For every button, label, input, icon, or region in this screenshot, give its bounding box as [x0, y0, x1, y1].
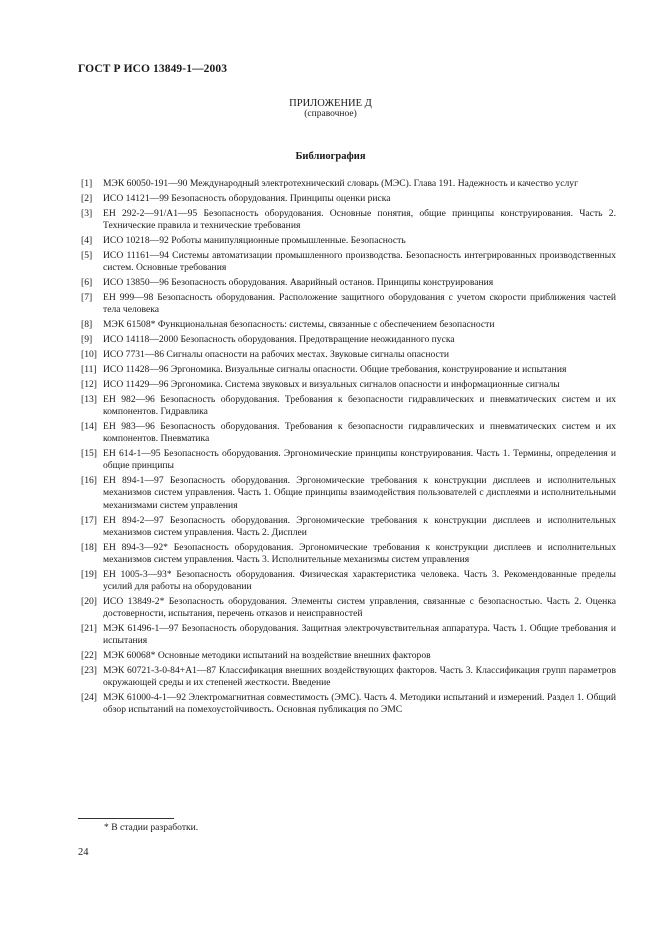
entry-text: ИСО 11161—94 Системы автоматизации промышленного производства. Безопасность интегрированных производственных систем. Основные требования [103, 250, 616, 274]
entry-text: МЭК 61496-1—97 Безопасность оборудования. Защитная электрочувствительная аппаратура. Часть 1. Общие требования и испытания [103, 622, 616, 646]
entry-text: ЕН 1005-3—93* Безопасность оборудования. Физическая характеристика человека. Часть 3. Рекомендованные пределы усилий для работы на оборудовании [103, 568, 616, 592]
bibliography-entry [81, 542, 616, 566]
entry-text: ЕН 292-2—91/А1—95 Безопасность оборудования. Основные понятия, общие принципы конструирования. Часть 2. Технические правила и технические требования [103, 207, 616, 232]
entry-number: [23] [81, 664, 97, 676]
bibliography-entry [81, 208, 616, 232]
entry-number: [24] [81, 691, 97, 703]
entry-number: [1] [81, 178, 93, 189]
entry-text: ИСО 7731—86 Сигналы опасности на рабочих местах. Звуковые сигналы опасности [103, 349, 450, 361]
entry-text: МЭК 60050-191—90 Международный электротехнический словарь (МЭС). Глава 191. Надежность и качество услуг [103, 178, 579, 189]
entry-text: ЕН 999—98 Безопасность оборудования. Расположение защитного оборудования с учетом скорости приближения частей тела человека [103, 292, 616, 316]
entry-number: [3] [81, 207, 93, 219]
bibliography-entry [81, 379, 616, 391]
entry-number: [15] [81, 448, 97, 460]
entry-number: [16] [81, 475, 97, 487]
bibliography-entry [81, 364, 616, 376]
document-code-header: ГОСТ Р ИСО 13849-1—2003 [78, 63, 228, 75]
bibliography-entry [81, 250, 616, 274]
footnote: * В стадии разработки. [104, 822, 199, 833]
entry-text: ИСО 10218—92 Роботы манипуляционные промышленные. Безопасность [103, 235, 406, 247]
entry-number: [17] [81, 514, 97, 526]
entry-text: ЕН 894-2—97 Безопасность оборудования. Эргономические требования к конструкции дисплеев и исполнительных механизмов систем управления. Часть 2. Дисплеи [103, 514, 616, 538]
bibliography-entry [81, 596, 616, 620]
bibliography-entry [81, 349, 616, 361]
bibliography-entry [81, 319, 616, 331]
entry-number: [4] [81, 235, 93, 247]
entry-number: [5] [81, 250, 93, 262]
bibliography-entry [81, 334, 616, 346]
entry-text: МЭК 61508* Функциональная безопасность: системы, связанные с обеспечением безопасности [103, 319, 495, 331]
entry-number: [14] [81, 421, 97, 433]
entry-text: ИСО 13849-2* Безопасность оборудования. Элементы систем управления, связанные с безопасностью. Часть 2. Оценка достоверности, испытания, перечень отказов и неисправностей [103, 595, 616, 619]
bibliography-entry [81, 475, 616, 511]
bibliography-entry [81, 623, 616, 647]
entry-number: [8] [81, 319, 93, 331]
entry-text: ЕН 983—96 Безопасность оборудования. Требования к безопасности гидравлических и пневматических систем и их компонентов. Пневматика [103, 421, 616, 445]
entry-number: [11] [81, 364, 97, 376]
entry-text: МЭК 60721-3-0-84+А1—87 Классификация внешних воздействующих факторов. Часть 3. Классификация групп параметров окружающей среды и их степеней жесткости. Введение [103, 664, 616, 688]
entry-text: ЕН 982—96 Безопасность оборудования. Требования к безопасности гидравлических и пневматических систем и их компонентов. Гидравлика [103, 394, 616, 418]
entry-number: [12] [81, 379, 97, 391]
entry-number: [13] [81, 394, 97, 406]
appendix-title: ПРИЛОЖЕНИЕ Д [289, 98, 372, 109]
entry-number: [2] [81, 192, 93, 204]
footnote-divider [78, 818, 174, 819]
entry-number: [19] [81, 568, 97, 580]
bibliography-entry [81, 193, 616, 205]
entry-number: [22] [81, 649, 97, 661]
entry-text: ИСО 13850—96 Безопасность оборудования. Аварийный останов. Принципы конструирования [103, 277, 494, 289]
bibliography-entry [81, 421, 616, 445]
entry-number: [20] [81, 595, 97, 607]
entry-text: ЕН 614-1—95 Безопасность оборудования. Эргономические принципы конструирования. Часть 1. Термины, определения и общие принципы [103, 448, 616, 472]
bibliography-entry [81, 665, 616, 689]
page-number: 24 [78, 847, 89, 858]
bibliography-entry [81, 235, 616, 247]
bibliography-entry [81, 569, 616, 593]
entry-number: [10] [81, 349, 97, 361]
entry-text: ИСО 14121—99 Безопасность оборудования. Принципы оценки риска [103, 192, 391, 204]
entry-text: ИСО 11429—96 Эргономика. Система звуковых и визуальных сигналов опасности и информационные сигналы [103, 379, 560, 391]
entry-text: ИСО 14118—2000 Безопасность оборудования. Предотвращение неожиданного пуска [103, 334, 455, 346]
entry-number: [7] [81, 292, 93, 304]
entry-number: [21] [81, 622, 97, 634]
bibliography-entry [81, 277, 616, 289]
entry-number: [6] [81, 277, 93, 289]
bibliography-entry [81, 650, 616, 662]
entry-text: ЕН 894-3—92* Безопасность оборудования. Эргономические требования к конструкции дисплеев и исполнительных механизмов систем управления. Часть 3. Исполнительные механизмы систем управления [103, 541, 616, 565]
entry-text: ИСО 11428—96 Эргономика. Визуальные сигналы опасности. Общие требования, конструирование и испытания [103, 364, 567, 376]
entry-number: [18] [81, 541, 97, 553]
entry-text: ЕН 894-1—97 Безопасность оборудования. Эргономические требования к конструкции дисплеев и исполнительных механизмов систем управления. Часть 1. Общие принципы взаимодействия пользователей с дисплеями и исполнительными механизмами систем управления [103, 475, 616, 511]
bibliography-entry [81, 394, 616, 418]
bibliography-entry [81, 178, 616, 190]
appendix-subtitle: (справочное) [304, 109, 357, 119]
bibliography-title: Библиография [295, 151, 366, 162]
entry-number: [9] [81, 334, 93, 346]
bibliography-entry [81, 692, 616, 716]
entry-text: МЭК 60068* Основные методики испытаний на воздействие внешних факторов [103, 649, 431, 661]
appendix-heading [0, 98, 661, 120]
bibliography-list [81, 178, 616, 719]
bibliography-entry [81, 515, 616, 539]
bibliography-entry [81, 448, 616, 472]
entry-text: МЭК 61000-4-1—92 Электромагнитная совместимость (ЭМС). Часть 4. Методики испытаний и измерений. Раздел 1. Общий обзор испытаний на помехоустойчивость. Основная публикация по ЭМС [103, 691, 616, 716]
bibliography-entry [81, 292, 616, 316]
